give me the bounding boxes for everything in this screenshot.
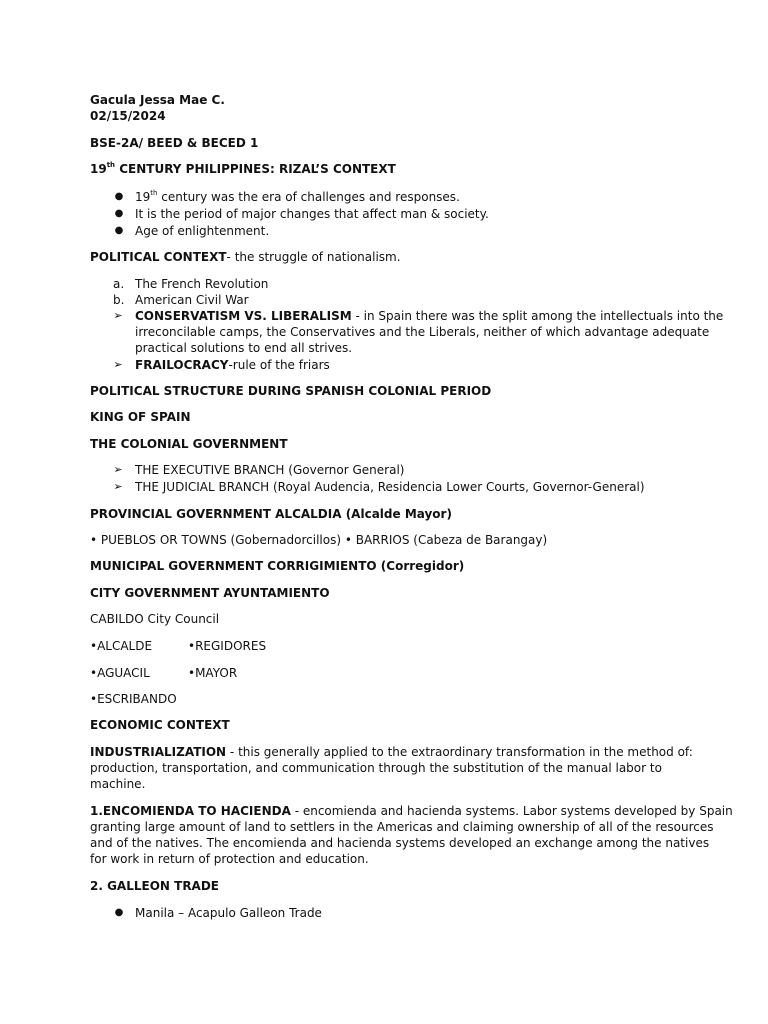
document-date: 02/15/2024 xyxy=(90,109,166,123)
colonial-government-heading: THE COLONIAL GOVERNMENT xyxy=(90,437,288,451)
bullet-dot-icon: ● xyxy=(114,191,124,202)
author-name: Gacula Jessa Mae C. xyxy=(90,93,225,107)
political-context-paragraph: POLITICAL CONTEXT- the struggle of nationalism. xyxy=(90,250,401,264)
encomienda-line-4: for work in return of protection and education. xyxy=(90,852,369,866)
list-marker-a: a. xyxy=(113,277,125,291)
executive-branch-item: THE EXECUTIVE BRANCH (Governor General) xyxy=(135,463,405,477)
intro-item-1: 19th century was the era of challenges and responses. xyxy=(135,189,460,204)
arrowhead-bullet-icon: ➢ xyxy=(113,463,123,476)
municipal-government-heading: MUNICIPAL GOVERNMENT CORRIGIMIENTO (Corregidor) xyxy=(90,559,465,573)
industrialization-line-1: INDUSTRIALIZATION - this generally applied to the extraordinary transformation in the method of: xyxy=(90,745,693,759)
bullet-dot-icon: ● xyxy=(114,907,124,918)
galleon-trade-item: Manila – Acapulo Galleon Trade xyxy=(135,906,322,920)
political-structure-heading: POLITICAL STRUCTURE DURING SPANISH COLONIAL PERIOD xyxy=(90,384,492,398)
official-regidores: •REGIDORES xyxy=(188,639,267,653)
encomienda-line-1: 1.ENCOMIENDA TO HACIENDA - encomienda and hacienda systems. Labor systems developed by Spain xyxy=(90,804,733,818)
economic-context-heading: ECONOMIC CONTEXT xyxy=(90,718,230,732)
conservatism-line-3: practical solutions to end all strives. xyxy=(135,341,353,355)
bullet-dot-icon: ● xyxy=(114,225,124,236)
city-government-heading: CITY GOVERNMENT AYUNTAMIENTO xyxy=(90,586,330,600)
pueblos-barrios-line: • PUEBLOS OR TOWNS (Gobernadorcillos) • BARRIOS (Cabeza de Barangay) xyxy=(90,533,548,547)
encomienda-line-3: and of the natives. The encomienda and hacienda systems developed an exchange among the natives xyxy=(90,836,710,850)
arrowhead-bullet-icon: ➢ xyxy=(113,309,123,322)
course-section: BSE-2A/ BEED & BECED 1 xyxy=(90,136,259,150)
list-marker-b: b. xyxy=(113,293,125,307)
conservatism-line-1: CONSERVATISM VS. LIBERALISM - in Spain there was the split among the intellectuals into the xyxy=(135,309,724,323)
official-escribando: •ESCRIBANDO xyxy=(90,692,177,706)
bullet-dot-icon: ● xyxy=(114,208,124,219)
provincial-government-heading: PROVINCIAL GOVERNMENT ALCALDIA (Alcalde Mayor) xyxy=(90,507,452,521)
document-title: 19th CENTURY PHILIPPINES: RIZAL’S CONTEXT xyxy=(90,161,396,176)
official-aguacil: •AGUACIL xyxy=(90,666,150,680)
industrialization-line-2: production, transportation, and communication through the substitution of the manual labor to xyxy=(90,761,662,775)
arrowhead-bullet-icon: ➢ xyxy=(113,480,123,493)
official-alcalde: •ALCALDE xyxy=(90,639,153,653)
cabildo-line: CABILDO City Council xyxy=(90,612,220,626)
list-item-french-revolution: The French Revolution xyxy=(135,277,269,291)
intro-item-3: Age of enlightenment. xyxy=(135,224,270,238)
political-context-heading: POLITICAL CONTEXT xyxy=(90,250,227,264)
industrialization-line-3: machine. xyxy=(90,777,146,791)
galleon-trade-heading: 2. GALLEON TRADE xyxy=(90,879,220,893)
official-mayor: •MAYOR xyxy=(188,666,238,680)
king-of-spain: KING OF SPAIN xyxy=(90,410,191,424)
conservatism-line-2: irreconcilable camps, the Conservatives and the Liberals, neither of which advantage adequate xyxy=(135,325,710,339)
encomienda-line-2: granting large amount of land to settlers in the Americas and claiming ownership of all of the resources xyxy=(90,820,714,834)
arrowhead-bullet-icon: ➢ xyxy=(113,358,123,371)
judicial-branch-item: THE JUDICIAL BRANCH (Royal Audencia, Residencia Lower Courts, Governor-General) xyxy=(135,480,645,494)
frailocracy-item: FRAILOCRACY-rule of the friars xyxy=(135,358,330,372)
list-item-american-civil-war: American Civil War xyxy=(135,293,249,307)
intro-item-2: It is the period of major changes that affect man & society. xyxy=(135,207,489,221)
